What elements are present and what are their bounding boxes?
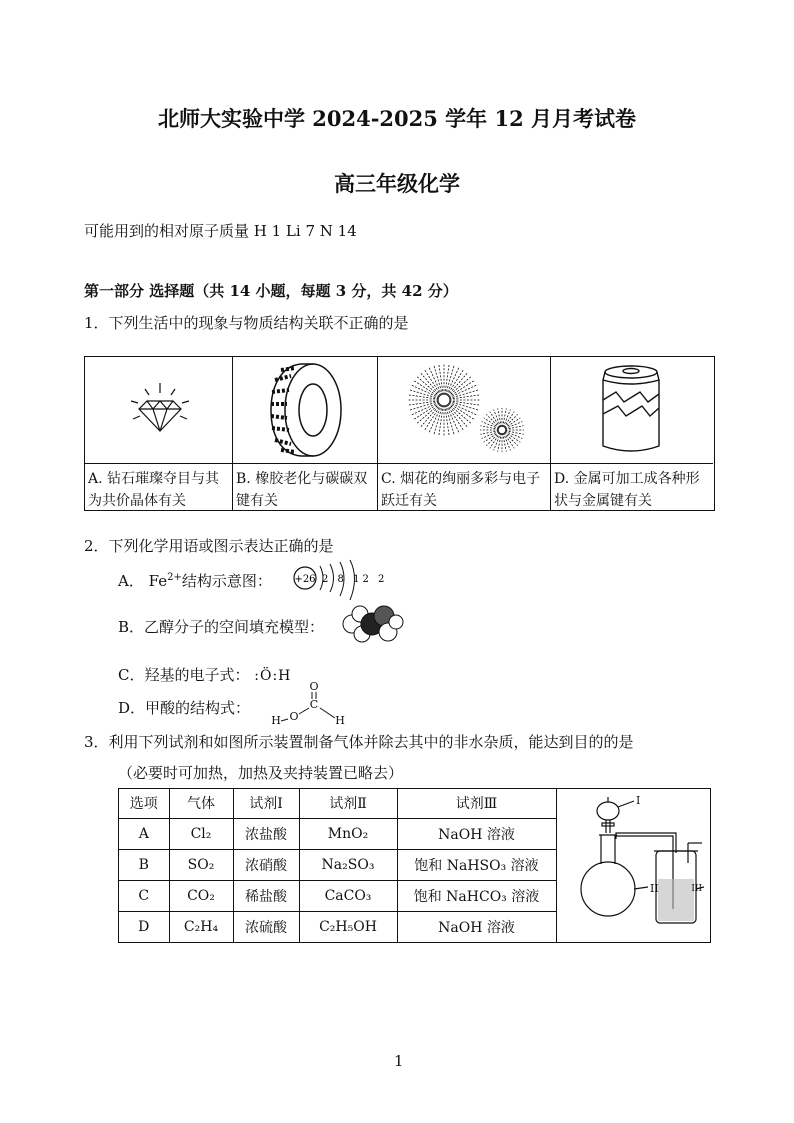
q2-stem: 2．下列化学用语或图示表达正确的是 [84, 537, 334, 555]
header-reagent-2: 试剂Ⅱ [299, 789, 397, 818]
svg-text:H: H [271, 714, 281, 727]
q1-option-a [85, 357, 233, 510]
row-reagent-3: NaOH 溶液 [397, 818, 556, 849]
row-reagent-1: 浓硫酸 [233, 911, 299, 942]
row-reagent-1: 浓硝酸 [233, 849, 299, 880]
fe-ion-structure-diagram [288, 558, 388, 608]
svg-text:III: III [691, 884, 702, 894]
header-gas: 气体 [169, 789, 233, 818]
part1-heading: 第一部分 选择题（共 14 小题，每题 3 分，共 42 分） [84, 282, 458, 300]
row-reagent-2: C₂H₅OH [299, 911, 397, 942]
svg-text:O: O [289, 710, 299, 723]
svg-text:O: O [309, 680, 319, 693]
formic-acid-structure [268, 680, 358, 728]
row-option: C [119, 880, 169, 911]
row-reagent-2: CaCO₃ [299, 880, 397, 911]
svg-text:C: C [309, 698, 319, 711]
row-option: B [119, 849, 169, 880]
svg-text:+26: +26 [294, 574, 316, 585]
row-reagent-1: 浓盐酸 [233, 818, 299, 849]
row-option: D [119, 911, 169, 942]
row-gas: SO₂ [169, 849, 233, 880]
q2-option-d: D．甲酸的结构式： [118, 699, 251, 717]
row-reagent-1: 稀盐酸 [233, 880, 299, 911]
row-reagent-3: 饱和 NaHSO₃ 溶液 [397, 849, 556, 880]
svg-text:I: I [636, 794, 641, 807]
row-option: A [119, 818, 169, 849]
q1-option-table [84, 356, 715, 511]
gas-apparatus-diagram [556, 789, 710, 942]
row-reagent-2: MnO₂ [299, 818, 397, 849]
q2-c-text: C．羟基的电子式： [118, 666, 250, 684]
ethanol-model-icon [340, 602, 404, 646]
table-row [119, 911, 556, 942]
q1-caption-b: B. 橡胶老化与碳碳双键有关 [236, 471, 368, 509]
q1-option-d [551, 357, 713, 510]
fireworks-icon [384, 360, 544, 460]
row-gas: C₂H₄ [169, 911, 233, 942]
q1-option-c [378, 357, 551, 510]
header-option: 选项 [119, 789, 169, 818]
q2-option-c [118, 664, 291, 685]
q2-option-a [118, 570, 272, 591]
q3-note: （必要时可加热，加热及夹持装置已略去） [118, 764, 404, 782]
exam-title: 北师大实验中学 2024-2025 学年 12 月月考试卷 [157, 106, 637, 131]
q1-caption-a: A. 钻石璀璨夺目与其为共价晶体有关 [88, 471, 220, 509]
q1-option-b [233, 357, 378, 510]
atomic-mass-line: 可能用到的相对原子质量 H 1 Li 7 N 14 [84, 222, 357, 240]
page-number: 1 [394, 1052, 404, 1070]
tire-icon [261, 360, 351, 460]
svg-text:II: II [650, 882, 659, 895]
diamond-icon [125, 379, 195, 439]
table-row [119, 818, 556, 849]
row-reagent-2: Na₂SO₃ [299, 849, 397, 880]
q3-reagent-table [119, 789, 557, 942]
q3-table [118, 788, 711, 943]
exam-subtitle: 高三年级化学 [334, 171, 460, 196]
svg-text:2 8 12 2: 2 8 12 2 [322, 574, 388, 585]
q1-caption-c: C. 烟花的绚丽多彩与电子跃迁有关 [381, 471, 541, 509]
svg-text:H: H [335, 714, 345, 727]
row-gas: Cl₂ [169, 818, 233, 849]
row-reagent-3: 饱和 NaHCO₃ 溶液 [397, 880, 556, 911]
can-icon [596, 362, 666, 458]
q2-a-charge: 2+ [167, 572, 182, 583]
header-reagent-1: 试剂Ⅰ [233, 789, 299, 818]
q2-a-label: A． [118, 572, 144, 590]
table-row [119, 880, 556, 911]
q2-a-ion: Fe [148, 572, 168, 590]
row-gas: CO₂ [169, 880, 233, 911]
hydroxyl-electron-formula: :Ö:H [254, 668, 292, 684]
q2-option-b: B．乙醇分子的空间填充模型： [118, 618, 325, 636]
table-row [119, 849, 556, 880]
q1-stem: 1．下列生活中的现象与物质结构关联不正确的是 [84, 314, 409, 332]
q3-stem: 3．利用下列试剂和如图所示装置制备气体并除去其中的非水杂质，能达到目的的是 [84, 733, 634, 751]
q1-caption-d: D. 金属可加工成各种形状与金属键有关 [554, 471, 700, 509]
table-header-row [119, 789, 556, 818]
q2-a-text: 结构示意图： [181, 572, 272, 590]
row-reagent-3: NaOH 溶液 [397, 911, 556, 942]
header-reagent-3: 试剂Ⅲ [397, 789, 556, 818]
